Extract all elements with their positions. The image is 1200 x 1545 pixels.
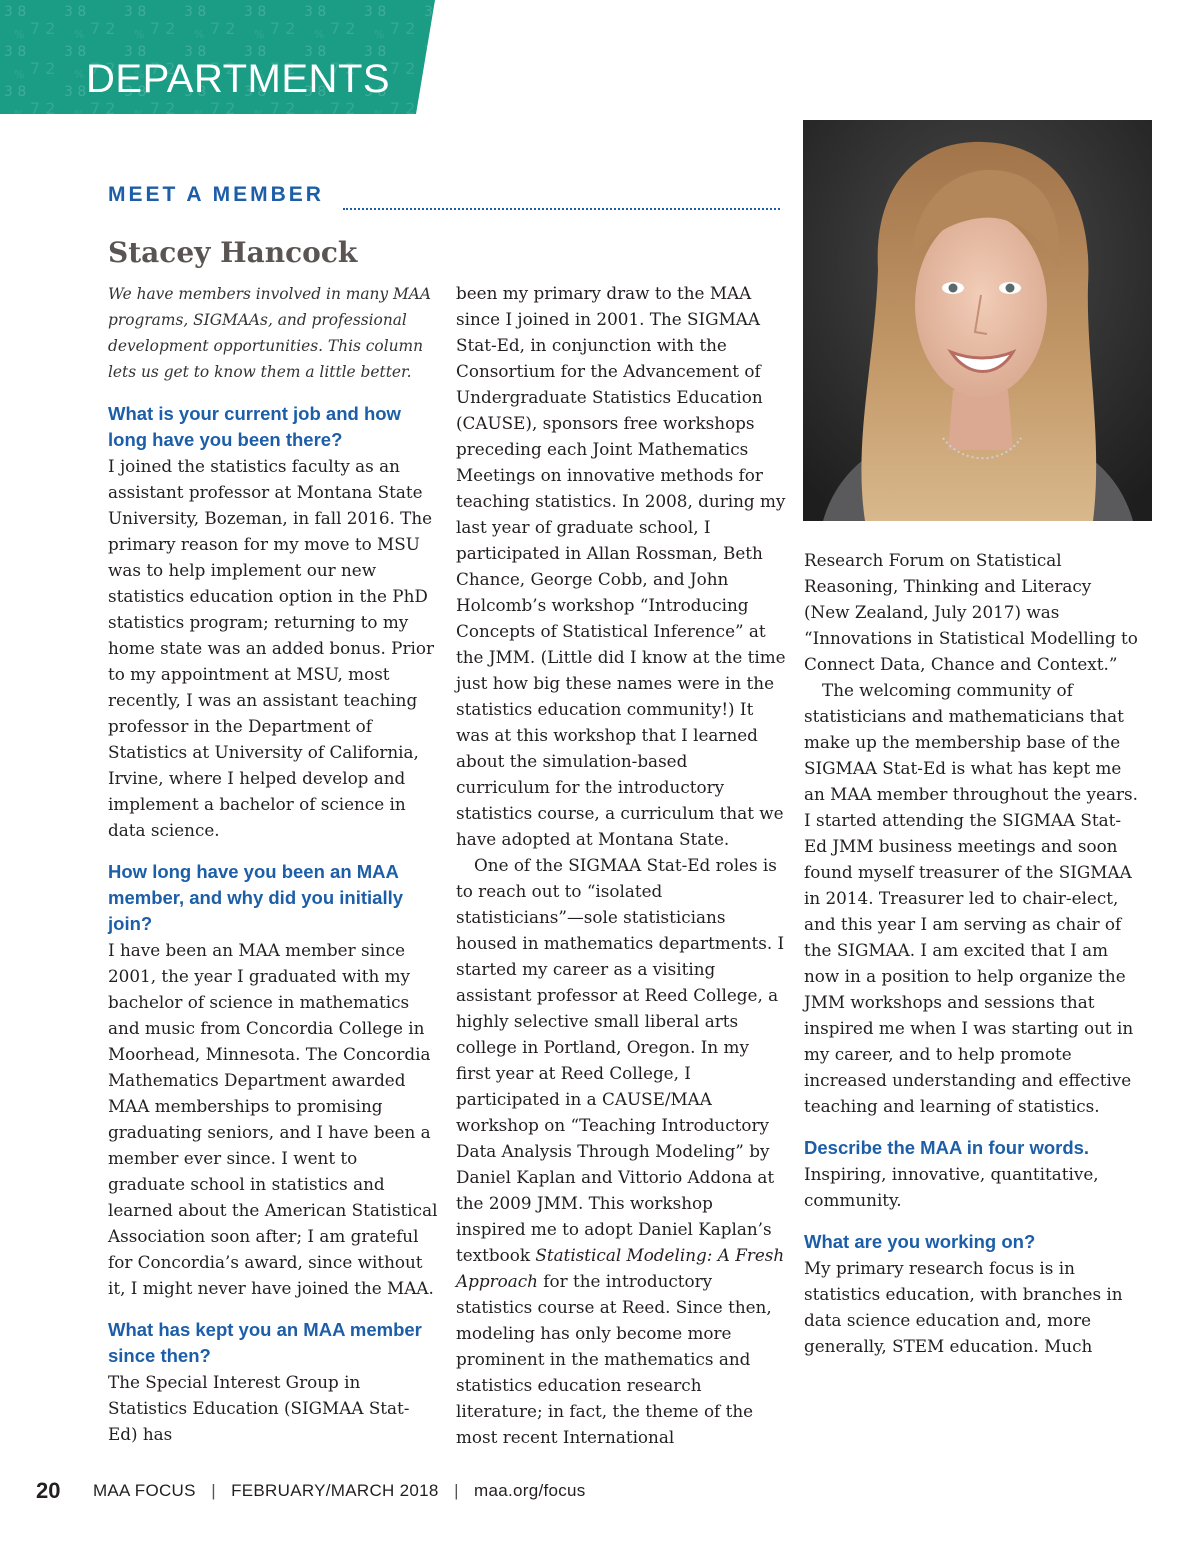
stat-ed-roles-paragraph	[456, 852, 786, 1450]
question-working-on: What are you working on?	[804, 1231, 1036, 1252]
stat-ed-roles-text: One of the SIGMAA Stat-Ed roles is to reach out to “isolated statisticians”—sole statisticians housed in mathematics departments. I started my career as a visiting assistant professor at Reed College, a highly selective small liberal arts college in Portland, Oregon. In my first year at Reed College, I participated in a CAUSE/MAA workshop on “Teaching Introductory Data Analysis Through Modeling” by Daniel Kaplan and Vittorio Addona at the 2009 JMM. This workshop inspired me to adopt Daniel Kaplan’s textbook	[456, 855, 785, 1265]
answer-membership-length: I have been an MAA member since 2001, the year I graduated with my bachelor of science in mathematics and music from Concordia College in Moorhead, Minnesota. The Concordia Mathematics Department awarded MAA memberships to promising graduating seniors, and I have been a member ever since. I went to graduate school in statistics and learned about the American Statistical Association soon after; I am grateful for Concordia’s award, since without it, I might never have joined the MAA.	[108, 940, 438, 1298]
question-four-words: Describe the MAA in four words.	[804, 1137, 1090, 1158]
answer-kept-member-start: The Special Interest Group in Statistics Education (SIGMAA Stat-Ed) has	[108, 1372, 410, 1444]
department-banner	[0, 0, 440, 114]
answer-kept-member-continued: been my primary draw to the MAA since I joined in 2001. The SIGMAA Stat-Ed, in conjunction with the Consortium for the Advancement of Undergraduate Statistics Education (CAUSE), sponsors free workshops preceding each Joint Mathematics Meetings on innovative methods for teaching statistics. In 2008, during my last year of graduate school, I participated in Allan Rossman, Beth Chance, George Cobb, and John Holcomb’s workshop “Introducing Concepts of Statistical Inference” at the JMM. (Little did I know at the time just how big these names were in the statistics education community!) It was at this workshop that I learned about the simulation-based curriculum for the introductory statistics course, a curriculum that we have adopted at Montana State.	[456, 283, 786, 849]
answer-current-job: I joined the statistics faculty as an assistant professor at Montana State University, Bozeman, in fall 2016. The primary reason for my move to MSU was to help implement our new statistics education option in the PhD statistics program; returning to my home state was an added bonus. Prior to my appointment at MSU, most recently, I was an assistant teaching professor in the Department of Statistics at University of California, Irvine, where I helped develop and implement a bachelor of science in data science.	[108, 456, 434, 840]
question-current-job: What is your current job and how long have you been there?	[108, 403, 401, 450]
page-number: 20	[36, 1478, 61, 1503]
column-2	[456, 280, 786, 1450]
dotted-divider	[343, 208, 780, 210]
question-membership-length: How long have you been an MAA member, and why did you initially join?	[108, 861, 404, 934]
question-kept-member: What has kept you an MAA member since then?	[108, 1319, 422, 1366]
answer-four-words: Inspiring, innovative, quantitative, community.	[804, 1164, 1099, 1210]
member-name: Stacey Hancock	[108, 236, 358, 269]
page-footer	[36, 1478, 586, 1506]
answer-working-on-start: My primary research focus is in statistics education, with branches in data science education and, more generally, STEM education. Much	[804, 1258, 1123, 1356]
intro-text: We have members involved in many MAA programs, SIGMAAs, and professional development opportunities. This column lets us get to know them a little better.	[108, 285, 431, 381]
column-3	[804, 547, 1142, 1359]
department-title: DEPARTMENTS	[86, 57, 391, 101]
section-label: MEET A MEMBER	[108, 183, 324, 206]
research-forum-text: Research Forum on Statistical Reasoning, Thinking and Literacy (New Zealand, July 2017) was “Innovations in Statistical Modelling to Connect Data, Chance and Context.”	[804, 550, 1138, 674]
column-1	[108, 281, 438, 1447]
welcoming-community-text: The welcoming community of statisticians and mathematicians that make up the membership base of the SIGMAA Stat-Ed is what has kept me an MAA member throughout the years. I started attending the SIGMAA Stat-Ed JMM business meetings and soon found myself treasurer of the SIGMAA in 2014. Treasurer led to chair-elect, and this year I am serving as chair of the SIGMAA. I am excited that I am now in a position to help organize the JMM workshops and sessions that inspired me when I was starting out in my career, and to help promote increased understanding and effective teaching and learning of statistics.	[804, 680, 1138, 1116]
publication-name: MAA FOCUS	[92, 1481, 196, 1500]
issue-date: FEBRUARY/MARCH 2018	[231, 1481, 439, 1500]
footer-separator: |	[211, 1481, 216, 1500]
footer-url[interactable]: maa.org/focus	[473, 1481, 586, 1500]
member-photo	[803, 120, 1152, 521]
footer-separator: |	[454, 1481, 459, 1500]
book-title: Statistical Modeling: A Fresh Approach	[456, 1245, 785, 1291]
stat-ed-roles-text-continued: for the introductory statistics course at Reed. Since then, modeling has only become more prominent in the mathematics and statistics education research literature; in fact, the theme of the most recent International	[456, 1271, 772, 1447]
